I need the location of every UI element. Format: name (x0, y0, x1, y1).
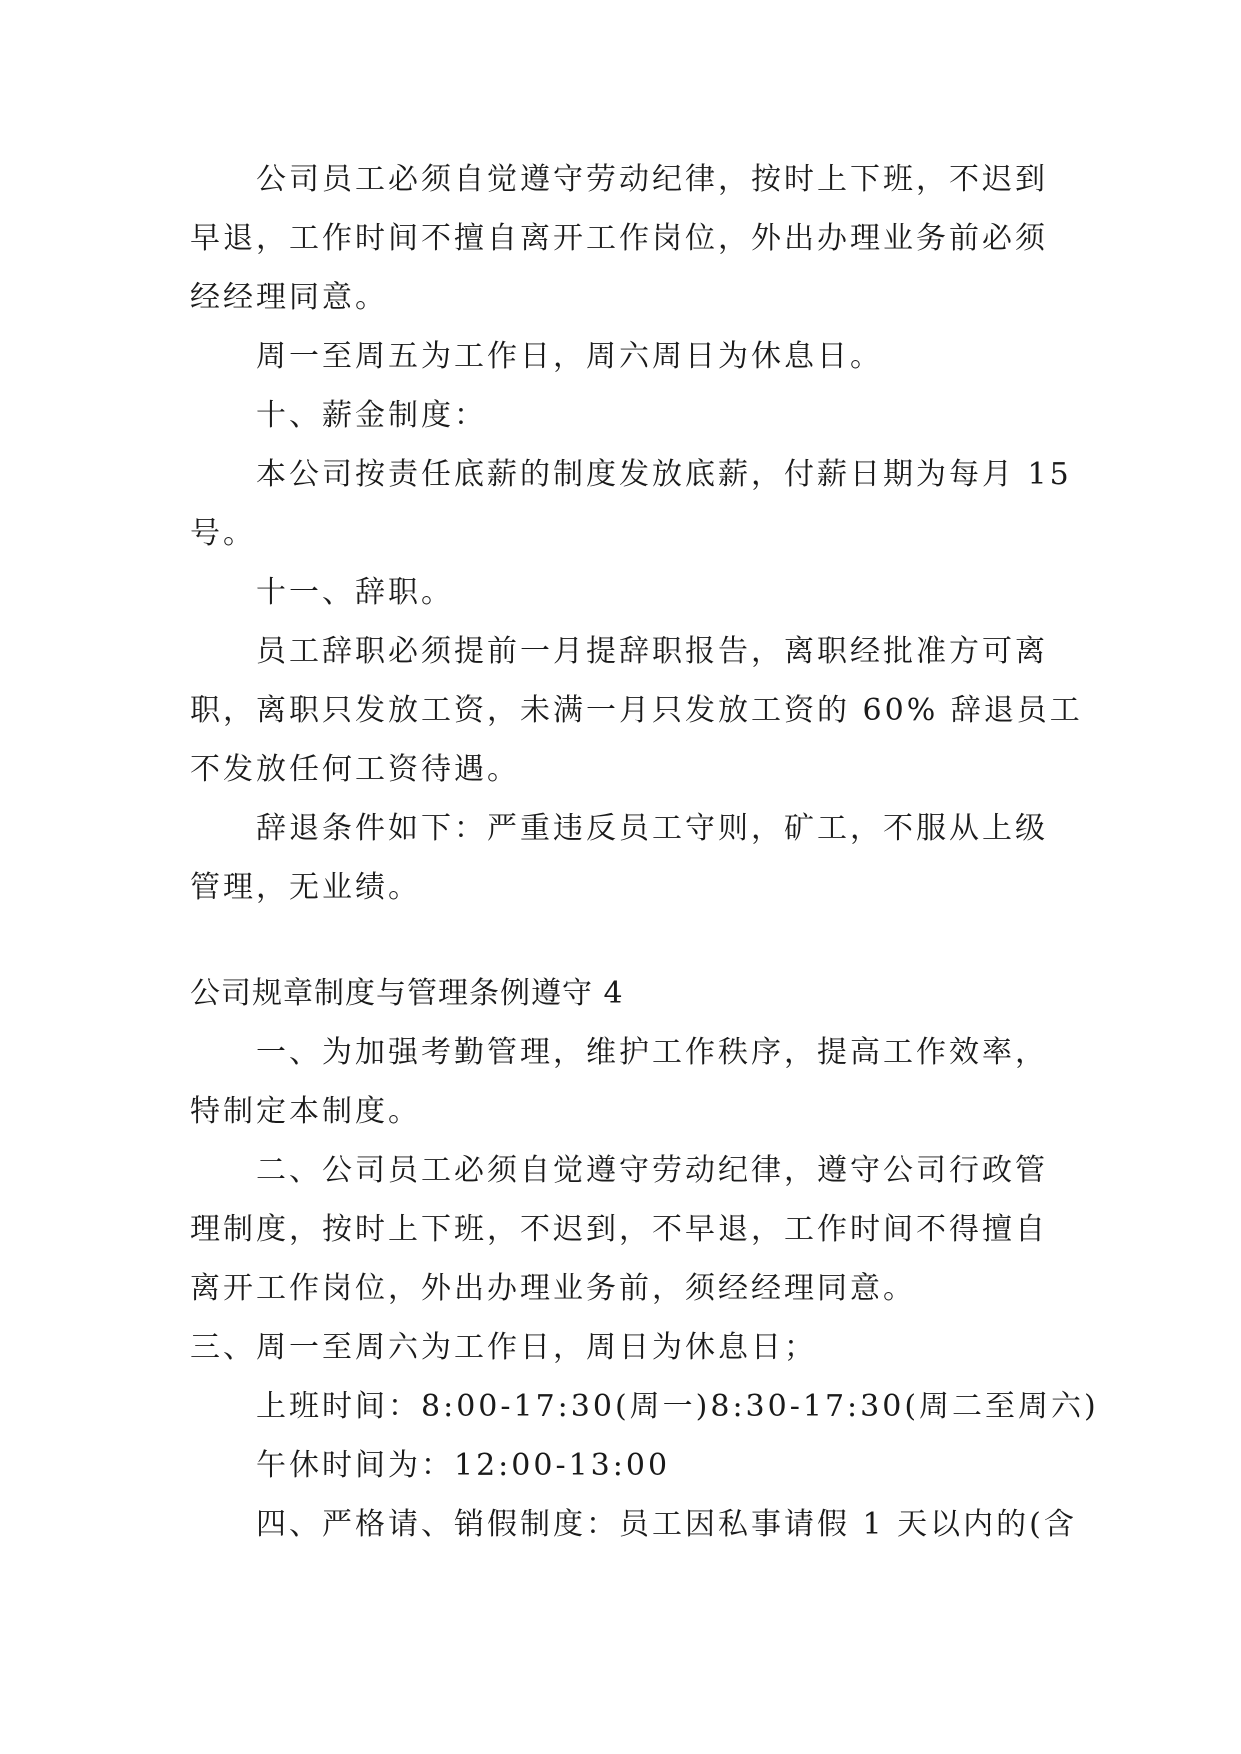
attendance-item-2-line-1: 二、公司员工必须自觉遵守劳动纪律，遵守公司行政管 (256, 1153, 1048, 1188)
resignation-heading: 十一、辞职。 (256, 575, 454, 610)
salary-paragraph-line-2: 号。 (190, 516, 256, 551)
attendance-item-1-line-2: 特制定本制度。 (190, 1094, 421, 1129)
attendance-item-2-line-3: 离开工作岗位，外出办理业务前，须经经理同意。 (190, 1271, 916, 1306)
discipline-paragraph-line-1: 公司员工必须自觉遵守劳动纪律，按时上下班，不迟到 (256, 162, 1048, 197)
salary-heading: 十、薪金制度： (256, 398, 487, 433)
dismissal-paragraph-line-2: 管理，无业绩。 (190, 870, 421, 905)
lunch-break-line: 午休时间为：12:00-13:00 (256, 1448, 671, 1483)
salary-paragraph-line-1: 本公司按责任底薪的制度发放底薪，付薪日期为每月 15 (256, 457, 1072, 492)
discipline-paragraph-line-2: 早退，工作时间不擅自离开工作岗位，外出办理业务前必须 (190, 221, 1048, 256)
resignation-paragraph-line-3: 不发放任何工资待遇。 (190, 752, 520, 787)
dismissal-paragraph-line-1: 辞退条件如下：严重违反员工守则，矿工，不服从上级 (256, 811, 1048, 846)
discipline-paragraph-line-3: 经经理同意。 (190, 280, 388, 315)
resignation-paragraph-line-1: 员工辞职必须提前一月提辞职报告，离职经批准方可离 (256, 634, 1048, 669)
document-page (190, 150, 1099, 1554)
attendance-item-4: 四、严格请、销假制度：员工因私事请假 1 天以内的(含 (256, 1507, 1077, 1542)
attendance-item-3: 三、周一至周六为工作日，周日为休息日； (190, 1330, 817, 1365)
attendance-item-2-line-2: 理制度，按时上下班，不迟到，不早退，工作时间不得擅自 (190, 1212, 1048, 1247)
workdays-paragraph: 周一至周五为工作日，周六周日为休息日。 (256, 339, 883, 374)
attendance-item-1-line-1: 一、为加强考勤管理，维护工作秩序，提高工作效率， (256, 1035, 1048, 1070)
resignation-paragraph-line-2: 职，离职只发放工资，未满一月只发放工资的 60% 辞退员工 (190, 693, 1083, 728)
section-gap (190, 917, 1052, 964)
work-hours-line: 上班时间：8:00-17:30(周一)8:30-17:30(周二至周六) (256, 1389, 1099, 1424)
section-title: 公司规章制度与管理条例遵守 4 (190, 976, 624, 1011)
